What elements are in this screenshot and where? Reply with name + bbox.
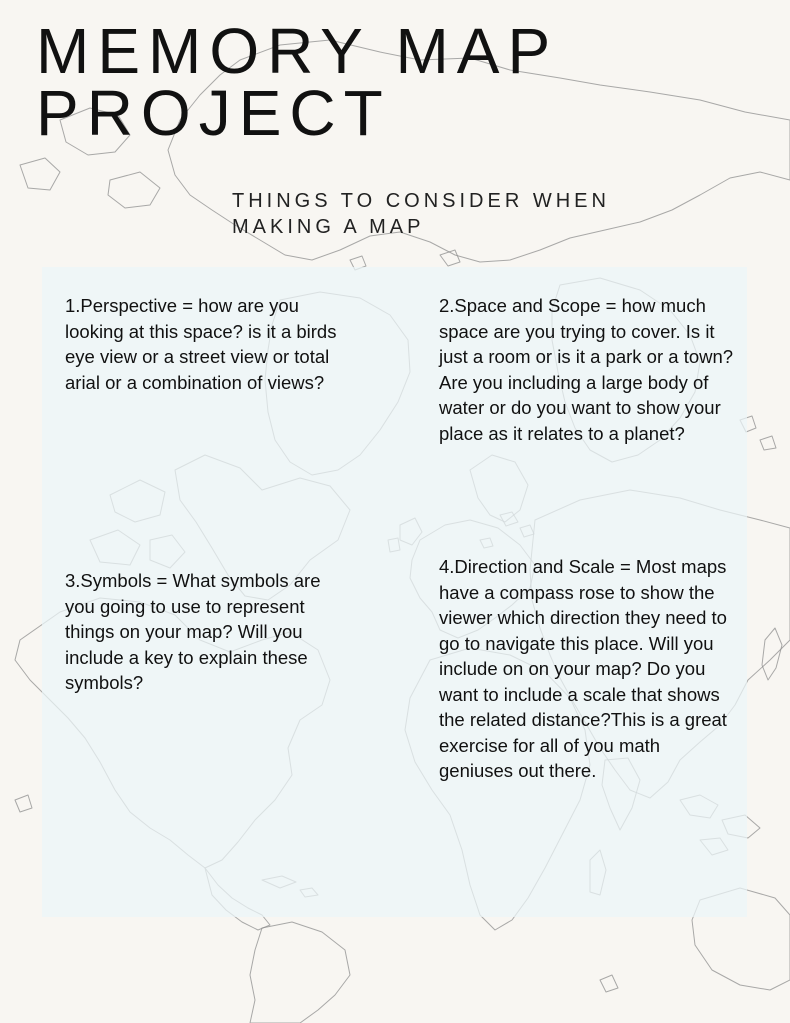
subtitle-line-2: MAKING A MAP (232, 216, 425, 238)
subtitle-line-1: THINGS TO CONSIDER WHEN (232, 190, 610, 212)
tip-direction-and-scale: 4.Direction and Scale = Most maps have a compass rose to show the viewer which direction they need to go to navigate this place. Will you include on on your map? Do you want to include a scale that shows the related distance?This is a great exercise for all of you math geniuses out there. (439, 556, 727, 781)
map-landmass-japan (762, 628, 782, 680)
tip-symbols: 3.Symbols = What symbols are you going to use to represent things on your map? Will you include a key to explain these symbols? (65, 570, 321, 693)
page-title (36, 15, 559, 149)
title-line-2: PROJECT (36, 77, 391, 149)
page-subtitle (232, 188, 610, 240)
tip-perspective: 1.Perspective = how are you looking at this space? is it a birds eye view or a street view or total arial or a combination of views? (65, 295, 337, 393)
tip-space-and-scope: 2.Space and Scope = how much space are you trying to cover. Is it just a room or is it a park or a town? Are you including a large body of water or do you want to show your place as it relates to a planet? (439, 295, 734, 444)
title-line-1: MEMORY MAP (36, 15, 559, 87)
map-landmass-south-america (250, 922, 350, 1023)
